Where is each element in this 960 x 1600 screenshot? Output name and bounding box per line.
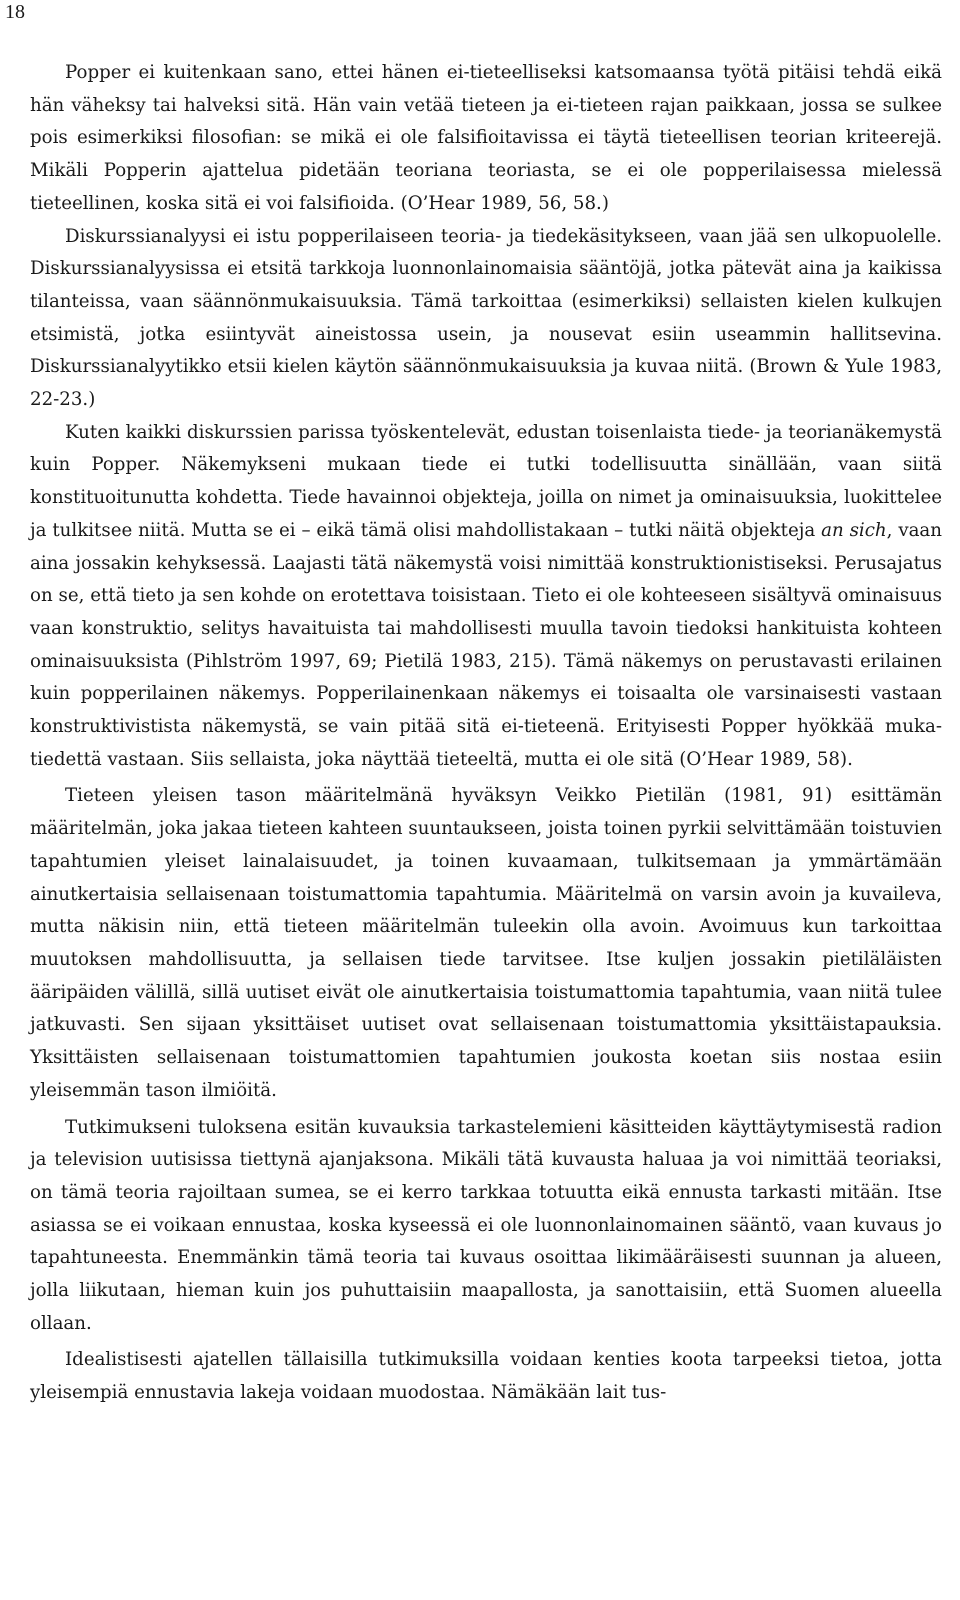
paragraph-text: , vaan aina jossakin kehyksessä. Laajasti tätä näkemystä voisi nimittää konstruktionistiseksi. Perusajatus on se, että tieto ja sen kohde on erotettava toisistaan. Tieto ei ole kohteeseen sisältyvä ominaisuus vaan konstruktio, selitys havaituista tai mahdollisesti muulla tavoin tiedoksi hankituista kohteen ominaisuuksista (Pihlström 1997, 69; Pietilä 1983, 215). Tämä näkemys on perustavasti erilainen kuin popperilainen näkemys. Popperilainenkaan näkemys ei toisaalta ole varsinaisesti vastaan konstruktivistista näkemystä, se vain pitää sitä ei-tieteenä. Erityisesti Popper hyökkää muka-tiedettä vastaan. Siis sellaista, joka näyttää tieteeltä, mutta ei ole sitä (O’Hear 1989, 58). [30,519,942,770]
paragraph-science-definition [30,780,942,1107]
paragraph-popper-falsification [30,57,942,221]
paragraph-constructionism [30,417,942,777]
paragraph-text: Tieteen yleisen tason määritelmänä hyväksyn Veikko Pietilän (1981, 91) esittämän määritelmän, joka jakaa tieteen kahteen suuntaukseen, joista toinen pyrkii selvittämään toistuvien tapahtumien yleiset lainalaisuudet, ja toinen kuvaamaan, tulkitsemaan ja ymmärtämään ainutkertaisia sellaisenaan toistumattomia tapahtumia. Määritelmä on varsin avoin ja kuvaileva, mutta näkisin niin, että tieteen määritelmän tuleekin olla avoin. Avoimuus kun tarkoittaa muutoksen mahdollisuutta, ja sellaisen tiede tarvitsee. Itse kuljen jossakin pietiläläisten ääripäiden välillä, sillä uutiset eivät ole ainutkertaisia toistumattomia tapahtumia, vaan niitä tulee jatkuvasti. Sen sijaan yksittäiset uutiset ovat sellaisenaan toistumattomia yksittäistapauksia. Yksittäisten sellaisenaan toistumattomien tapahtumien joukosta koetan siis nostaa esiin yleisemmän tason ilmiöitä. [30,785,942,1101]
paragraph-text: Diskurssianalyysi ei istu popperilaiseen teoria- ja tiedekäsitykseen, vaan jää sen ulkopuolelle. Diskurssianalyysissa ei etsitä tarkkoja luonnonlainomaisia sääntöjä, jotka pätevät aina ja kaikissa tilanteissa, vaan säännönmukaisuuksia. Tämä tarkoittaa (esimerkiksi) sellaisten kielen kulkujen etsimistä, jotka esiintyvät aineistossa usein, ja nousevat esiin useammin hallitsevina. Diskurssianalyytikko etsii kielen käytön säännönmukaisuuksia ja kuvaa niitä. (Brown & Yule 1983, 22-23.) [30,225,942,411]
page-number: 18 [5,1,25,23]
italic-term-an-sich: an sich [821,519,887,541]
paragraph-idealistic-view [30,1344,942,1409]
paragraph-discourse-analysis [30,221,942,417]
paragraph-text: Tutkimukseni tuloksena esitän kuvauksia tarkastelemieni käsitteiden käyttäytymisestä radion ja television uutisissa tiettynä ajanjaksona. Mikäli tätä kuvausta haluaa ja voi nimittää teoriaksi, on tämä teoria rajoiltaan sumea, se ei kerro tarkkaa totuutta eikä ennusta tarkasti mitään. Itse asiassa se ei voikaan ennustaa, koska kyseessä ei ole luonnonlainomainen sääntö, vaan kuvaus jo tapahtuneesta. Enemmänkin tämä teoria tai kuvaus osoittaa likimääräisesti suunnan ja alueen, jolla liikutaan, hieman kuin jos puhuttaisiin maapallosta, ja sanottaisiin, että Suomen alueella ollaan. [30,1116,942,1334]
paragraph-text: Idealistisesti ajatellen tällaisilla tutkimuksilla voidaan kenties koota tarpeeksi tietoa, jotta yleisempiä ennustavia lakeja voidaan muodostaa. Nämäkään lait tus- [30,1349,942,1404]
paragraph-text: Popper ei kuitenkaan sano, ettei hänen ei-tieteelliseksi katsomaansa työtä pitäisi tehdä eikä hän väheksy tai halveksi sitä. Hän vain vetää tieteen ja ei-tieteen rajan paikkaan, jossa se sulkee pois esimerkiksi filosofian: se mikä ei ole falsifioitavissa ei täytä tieteellisen teorian kriteerejä. Mikäli Popperin ajattelua pidetään teoriana teoriasta, se ei ole popperilaisessa mielessä tieteellinen, koska sitä ei voi falsifioida. (O’Hear 1989, 56, 58.) [30,62,942,214]
body-text [30,57,942,1410]
paragraph-text: Kuten kaikki diskurssien parissa työskentelevät, edustan toisenlaista tiede- ja teorianäkemystä kuin Popper. Näkemykseni mukaan tiede ei tutki todellisuutta sinällään, vaan siitä konstituoitunutta kohdetta. Tiede havainnoi objekteja, joilla on nimet ja ominaisuuksia, luokittelee ja tulkitsee niitä. Mutta se ei – eikä tämä olisi mahdollistakaan – tutki näitä objekteja [30,421,942,541]
paragraph-research-results [30,1112,942,1341]
